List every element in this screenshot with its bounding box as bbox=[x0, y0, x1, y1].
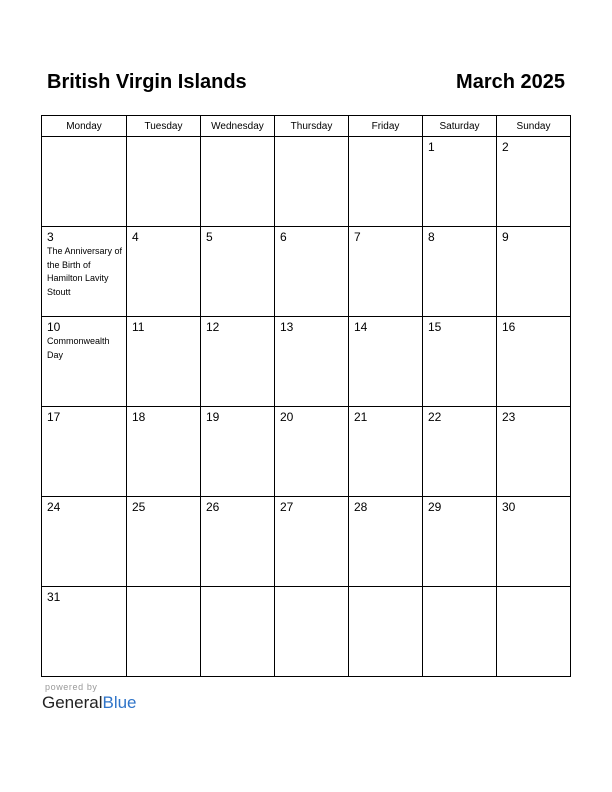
weekday-header: Saturday bbox=[423, 116, 497, 137]
day-cell bbox=[42, 317, 127, 407]
day-number: 15 bbox=[428, 320, 442, 334]
brand-blue-text: Blue bbox=[102, 693, 137, 712]
week-row bbox=[42, 317, 571, 407]
day-number: 28 bbox=[354, 500, 368, 514]
day-cell bbox=[275, 137, 349, 227]
day-cell bbox=[423, 137, 497, 227]
calendar-grid bbox=[41, 115, 571, 677]
day-cell bbox=[275, 317, 349, 407]
day-cell bbox=[423, 587, 497, 677]
day-cell bbox=[275, 227, 349, 317]
country-title: British Virgin Islands bbox=[47, 71, 247, 93]
weekday-header-row bbox=[42, 116, 571, 137]
week-row bbox=[42, 587, 571, 677]
day-cell bbox=[127, 317, 201, 407]
weekday-header: Monday bbox=[42, 116, 127, 137]
day-cell bbox=[497, 227, 571, 317]
day-number: 12 bbox=[206, 320, 220, 334]
weekday-header: Sunday bbox=[497, 116, 571, 137]
day-number: 25 bbox=[132, 500, 146, 514]
day-cell bbox=[349, 137, 423, 227]
day-cell bbox=[201, 317, 275, 407]
day-number: 18 bbox=[132, 410, 146, 424]
day-cell bbox=[275, 587, 349, 677]
day-cell bbox=[497, 407, 571, 497]
day-cell bbox=[423, 227, 497, 317]
day-cell bbox=[127, 587, 201, 677]
week-row bbox=[42, 227, 571, 317]
day-number: 10 bbox=[47, 320, 61, 334]
day-cell bbox=[497, 497, 571, 587]
day-number: 6 bbox=[280, 230, 287, 244]
day-cell bbox=[275, 407, 349, 497]
day-cell bbox=[201, 137, 275, 227]
day-number: 30 bbox=[502, 500, 516, 514]
day-cell bbox=[42, 227, 127, 317]
brand-general-text: General bbox=[42, 693, 103, 712]
day-number: 14 bbox=[354, 320, 368, 334]
powered-by-label: powered by bbox=[45, 682, 98, 692]
day-cell bbox=[201, 587, 275, 677]
day-number: 27 bbox=[280, 500, 294, 514]
day-cell bbox=[127, 137, 201, 227]
generalblue-logo[interactable] bbox=[42, 693, 137, 713]
day-number: 26 bbox=[206, 500, 220, 514]
day-cell bbox=[42, 137, 127, 227]
day-cell bbox=[423, 407, 497, 497]
week-row bbox=[42, 137, 571, 227]
holiday-label: Commonwealth Day bbox=[47, 336, 110, 360]
day-cell bbox=[423, 317, 497, 407]
day-number: 2 bbox=[502, 140, 509, 154]
week-row bbox=[42, 407, 571, 497]
day-number: 17 bbox=[47, 410, 61, 424]
day-cell bbox=[42, 587, 127, 677]
day-number: 7 bbox=[354, 230, 361, 244]
day-cell bbox=[42, 497, 127, 587]
day-cell bbox=[349, 227, 423, 317]
day-number: 22 bbox=[428, 410, 442, 424]
day-cell bbox=[349, 317, 423, 407]
day-cell bbox=[201, 407, 275, 497]
day-number: 8 bbox=[428, 230, 435, 244]
day-number: 20 bbox=[280, 410, 294, 424]
day-cell bbox=[201, 497, 275, 587]
day-cell bbox=[349, 497, 423, 587]
day-number: 1 bbox=[428, 140, 435, 154]
day-cell bbox=[42, 407, 127, 497]
weekday-header: Friday bbox=[349, 116, 423, 137]
day-number: 21 bbox=[354, 410, 368, 424]
day-cell bbox=[127, 407, 201, 497]
day-number: 31 bbox=[47, 590, 61, 604]
day-number: 23 bbox=[502, 410, 516, 424]
day-number: 19 bbox=[206, 410, 220, 424]
weekday-header: Wednesday bbox=[201, 116, 275, 137]
day-number: 24 bbox=[47, 500, 61, 514]
weekday-header: Tuesday bbox=[127, 116, 201, 137]
day-cell bbox=[497, 137, 571, 227]
day-cell bbox=[349, 587, 423, 677]
day-cell bbox=[201, 227, 275, 317]
week-row bbox=[42, 497, 571, 587]
day-number: 29 bbox=[428, 500, 442, 514]
day-cell bbox=[349, 407, 423, 497]
weekday-header: Thursday bbox=[275, 116, 349, 137]
day-number: 11 bbox=[132, 320, 145, 334]
day-number: 13 bbox=[280, 320, 294, 334]
day-number: 16 bbox=[502, 320, 516, 334]
day-number: 9 bbox=[502, 230, 509, 244]
day-cell bbox=[275, 497, 349, 587]
holiday-label: The Anniversary of the Birth of Hamilton Lavity Stoutt bbox=[47, 246, 123, 297]
day-number: 4 bbox=[132, 230, 139, 244]
month-title: March 2025 bbox=[456, 71, 565, 93]
day-cell bbox=[127, 227, 201, 317]
day-number: 5 bbox=[206, 230, 213, 244]
day-cell bbox=[127, 497, 201, 587]
day-cell bbox=[497, 587, 571, 677]
day-cell bbox=[423, 497, 497, 587]
day-cell bbox=[497, 317, 571, 407]
day-number: 3 bbox=[47, 230, 54, 244]
